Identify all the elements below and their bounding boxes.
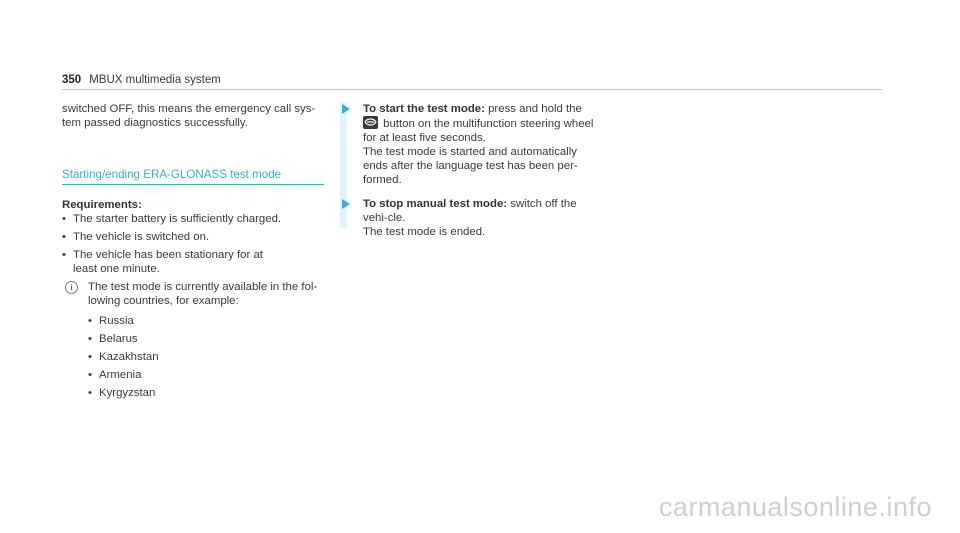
step-text: switch off the vehi-cle. bbox=[363, 198, 577, 224]
step-result: The test mode is ended. bbox=[363, 226, 486, 238]
step-text: press and hold the bbox=[484, 103, 582, 115]
note-block bbox=[62, 280, 326, 308]
list-item: • Kazakhstan bbox=[62, 350, 326, 364]
intro-text: switched OFF, this means the emergency call sys- tem passed diagnostics successfully. bbox=[62, 103, 316, 129]
step-lead: To start the test mode: bbox=[363, 103, 485, 115]
instruction-step-stop bbox=[340, 197, 602, 239]
requirements-label: Requirements: bbox=[62, 199, 142, 211]
arrow-right-icon bbox=[342, 104, 350, 114]
step-result: The test mode is started and automatically ends after the language test has been per-formed. bbox=[363, 146, 578, 186]
list-item: • The vehicle is switched on. bbox=[62, 230, 326, 244]
note-text: The test mode is currently available in the fol- lowing countries, for example: bbox=[88, 281, 318, 307]
step-lead: To stop manual test mode: bbox=[363, 198, 508, 210]
voice-control-button-icon bbox=[363, 116, 378, 129]
header-title: MBUX multimedia system bbox=[89, 74, 221, 86]
watermark: carmanualsonline.info bbox=[658, 492, 932, 522]
requirements-list bbox=[62, 212, 326, 276]
list-item: • Kyrgyzstan bbox=[62, 386, 326, 400]
list-item: • The vehicle has been stationary for at least one minute. bbox=[62, 248, 326, 276]
countries-list bbox=[62, 314, 326, 400]
list-item: • Armenia bbox=[62, 368, 326, 382]
list-item: • The starter battery is sufficiently charged. bbox=[62, 212, 326, 226]
info-icon: i bbox=[65, 281, 78, 294]
header-divider bbox=[62, 89, 882, 90]
list-item: • Belarus bbox=[62, 332, 326, 346]
step-text: button on the multifunction steering wheel for at least five seconds. bbox=[363, 118, 594, 144]
left-column bbox=[62, 102, 326, 404]
section-title: Starting/ending ERA-GLONASS test mode bbox=[62, 168, 324, 185]
page-header bbox=[62, 73, 221, 87]
right-column bbox=[340, 102, 602, 239]
list-item: • Russia bbox=[62, 314, 326, 328]
instruction-step-start bbox=[340, 102, 602, 187]
arrow-right-icon bbox=[342, 199, 350, 209]
page-number: 350 bbox=[62, 74, 82, 86]
